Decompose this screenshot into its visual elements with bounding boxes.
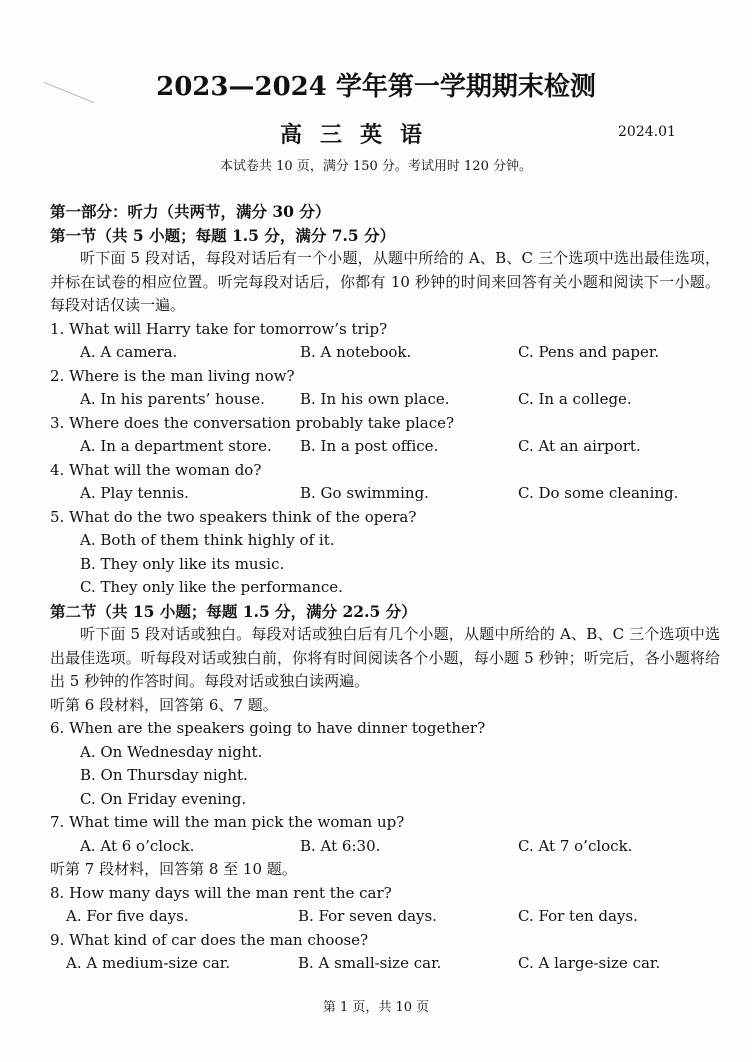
- subject-title: 高三英语: [280, 122, 441, 148]
- option-c: C. On Friday evening.: [80, 789, 247, 808]
- options-row: [50, 482, 720, 506]
- option-c: C. Do some cleaning.: [518, 484, 679, 502]
- part1-heading: 第一部分：听力（共两节，满分 30 分）: [50, 202, 331, 221]
- option-c: C. At an airport.: [518, 437, 641, 455]
- option-a: A. For five days.: [66, 907, 189, 925]
- option-b: B. They only like its music.: [80, 554, 285, 573]
- question-text: 8. How many days will the man rent the car?: [50, 883, 392, 902]
- question-text: 7. What time will the man pick the woman up?: [50, 813, 405, 831]
- question-text: 3. Where does the conversation probably take place?: [50, 413, 455, 432]
- section2-heading: 第二节（共 15 小题；每题 1.5 分，满分 22.5 分）: [50, 601, 417, 621]
- exam-note: 本试卷共 10 页，满分 150 分。考试用时 120 分钟。: [220, 159, 532, 174]
- option-c: C. Pens and paper.: [518, 343, 660, 361]
- option-b: B. On Thursday night.: [80, 766, 248, 784]
- option-b: B. For seven days.: [298, 907, 437, 925]
- exam-title: 2023—2024 学年第一学期期末检测: [156, 72, 596, 102]
- question-text: 6. When are the speakers going to have dinner together?: [50, 719, 486, 737]
- options-row: [50, 835, 720, 859]
- option-a: A. Play tennis.: [80, 484, 189, 502]
- question-text: 5. What do the two speakers think of the opera?: [50, 507, 417, 526]
- options-row: [50, 435, 720, 459]
- section2-instructions: 听下面 5 段对话或独白。每段对话或独白后有几个小题，从题中所给的 A、B、C 三个选项中选出最佳选项。听每段对话或独白前，你将有时间阅读各个小题，每小题 5 秒钟；听完后，各小题将给出 5 秒钟的作答时间。每段对话或独白读两遍。: [50, 625, 720, 690]
- option-c: C. At 7 o’clock.: [518, 836, 633, 855]
- option-b: B. At 6:30.: [300, 836, 381, 855]
- option-b: B. In his own place.: [300, 390, 450, 408]
- question-text: 4. What will the woman do?: [50, 460, 262, 479]
- page-footer: 第 1 页，共 10 页: [322, 1000, 430, 1015]
- option-a: A. A camera.: [80, 343, 178, 361]
- option-a: A. On Wednesday night.: [80, 742, 263, 761]
- option-b: B. A small-size car.: [298, 954, 442, 972]
- option-a: A. In his parents’ house.: [80, 390, 265, 408]
- section1-instructions: 听下面 5 段对话，每段对话后有一个小题，从题中所给的 A、B、C 三个选项中选出最佳选项，并标在试卷的相应位置。听完每段对话后，你都有 10 秒钟的时间来回答有关小题和阅读下一小题。每段对话仅读一遍。: [50, 249, 720, 314]
- option-a: A. In a department store.: [80, 437, 272, 455]
- material-6-note: 听第 6 段材料，回答第 6、7 题。: [50, 695, 278, 714]
- option-b: B. A notebook.: [300, 343, 412, 361]
- options-row: [50, 952, 720, 976]
- material-7-note: 听第 7 段材料，回答第 8 至 10 题。: [50, 860, 297, 878]
- option-c: C. For ten days.: [518, 907, 638, 925]
- question-text: 9. What kind of car does the man choose?: [50, 930, 369, 949]
- exam-date: 2024.01: [618, 124, 676, 140]
- option-a: A. At 6 o’clock.: [80, 836, 195, 855]
- option-a: A. A medium-size car.: [66, 954, 231, 972]
- option-a: A. Both of them think highly of it.: [80, 531, 335, 549]
- section1-heading: 第一节（共 5 小题；每题 1.5 分，满分 7.5 分）: [50, 225, 396, 245]
- options-row: [50, 388, 720, 412]
- option-c: C. They only like the performance.: [80, 578, 343, 596]
- option-b: B. In a post office.: [300, 437, 439, 455]
- options-row: [50, 905, 720, 929]
- option-b: B. Go swimming.: [300, 484, 429, 502]
- question-text: 2. Where is the man living now?: [50, 366, 295, 385]
- option-c: C. In a college.: [518, 390, 632, 408]
- options-row: [50, 341, 720, 365]
- question-text: 1. What will Harry take for tomorrow’s trip?: [50, 319, 388, 338]
- option-c: C. A large-size car.: [518, 954, 661, 972]
- exam-body: [50, 200, 720, 976]
